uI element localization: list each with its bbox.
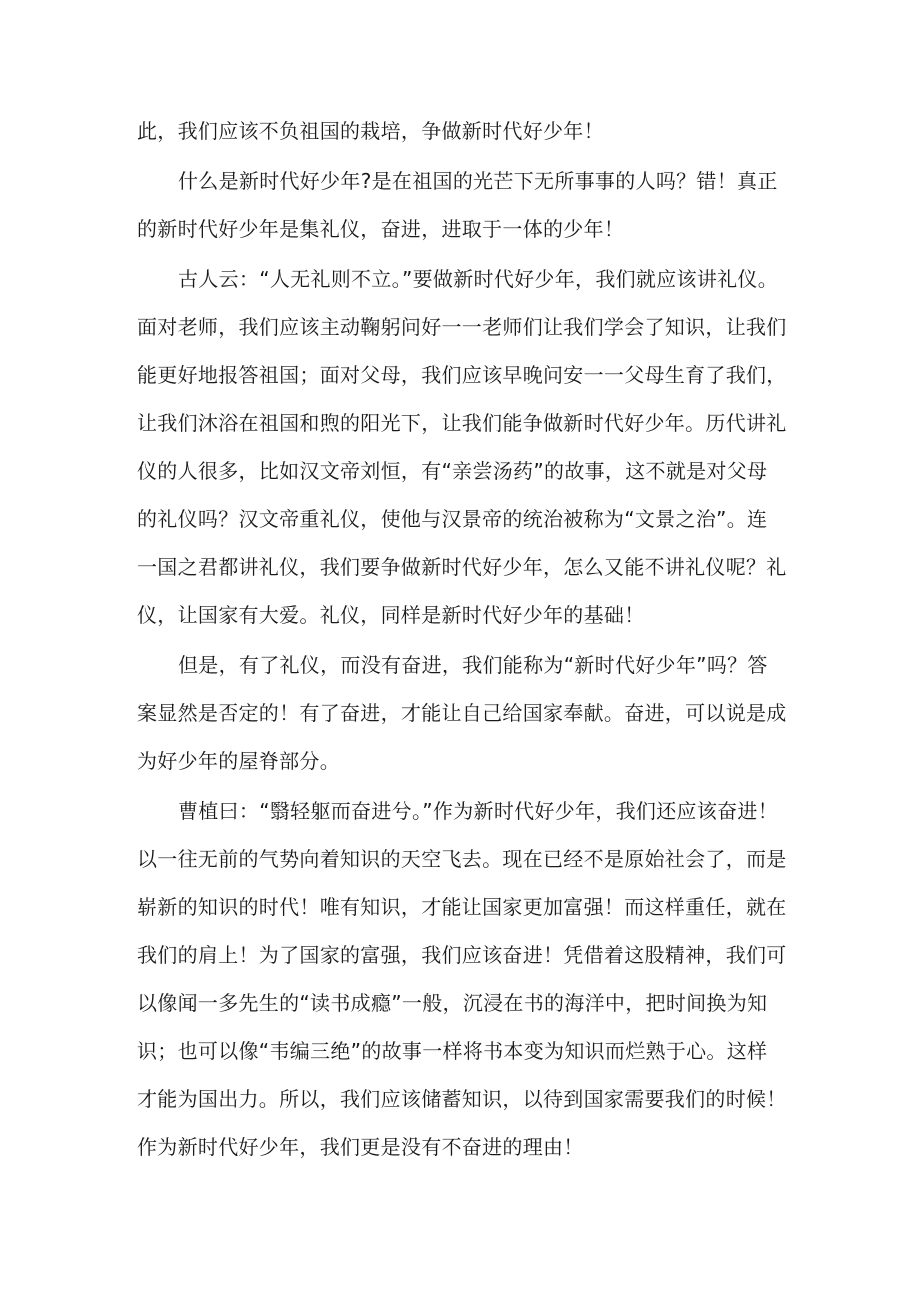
- text-line: 识；也可以像“韦编三绝”的故事一样将书本变为知识而烂熟于心。这样: [137, 1039, 768, 1063]
- paragraph-start-line: 曹植曰：“翳轻躯而奋进兮。”作为新时代好少年，我们还应该奋进！: [178, 799, 779, 823]
- text-line: 一国之君都讲礼仪，我们要争做新时代好少年，怎么又能不讲礼仪呢？礼: [137, 555, 787, 579]
- text-line: 此，我们应该不负祖国的栽培，争做新时代好少年！: [137, 119, 604, 143]
- text-line: 的礼仪吗？汉文帝重礼仪，使他与汉景帝的统治被称为“文景之治”。连: [137, 507, 768, 531]
- paragraph-start-line: 古人云：“人无礼则不立。”要做新时代好少年，我们就应该讲礼仪。: [178, 267, 779, 291]
- text-line: 崭新的知识的时代！唯有知识，才能让国家更加富强！而这样重任，就在: [137, 895, 787, 919]
- text-line: 的新时代好少年是集礼仪，奋进，进取于一体的少年！: [137, 217, 625, 241]
- text-line: 面对老师，我们应该主动鞠躬问好一一老师们让我们学会了知识，让我们: [137, 315, 787, 339]
- text-line: 让我们沐浴在祖国和煦的阳光下，让我们能争做新时代好少年。历代讲礼: [137, 411, 787, 435]
- text-line: 为好少年的屋脊部分。: [137, 749, 340, 773]
- text-line: 以像闻一多先生的“读书成瘾”一般，沉浸在书的海洋中，把时间换为知: [137, 991, 768, 1015]
- text-line: 案显然是否定的！有了奋进，才能让自己给国家奉献。奋进，可以说是成: [137, 701, 787, 725]
- text-line: 仪，让国家有大爱。礼仪，同样是新时代好少年的基础！: [137, 603, 645, 627]
- text-line: 以一往无前的气势向着知识的天空飞去。现在已经不是原始社会了，而是: [137, 847, 787, 871]
- text-line: 我们的肩上！为了国家的富强，我们应该奋进！凭借着这股精神，我们可: [137, 943, 787, 967]
- text-line: 才能为国出力。所以，我们应该储蓄知识，以待到国家需要我们的时候！: [137, 1087, 787, 1111]
- paragraph-start-line: 但是，有了礼仪，而没有奋进，我们能称为“新时代好少年”吗？答: [178, 653, 768, 677]
- text-line: 能更好地报答祖国；面对父母，我们应该早晚问安一一父母生育了我们，: [137, 363, 787, 387]
- paragraph-start-line: 什么是新时代好少年?是在祖国的光芒下无所事事的人吗？错！真正: [178, 169, 778, 193]
- text-line: 仪的人很多，比如汉文帝刘恒，有“亲尝汤药”的故事，这不就是对父母: [137, 459, 768, 483]
- text-line: 作为新时代好少年，我们更是没有不奋进的理由！: [137, 1135, 584, 1159]
